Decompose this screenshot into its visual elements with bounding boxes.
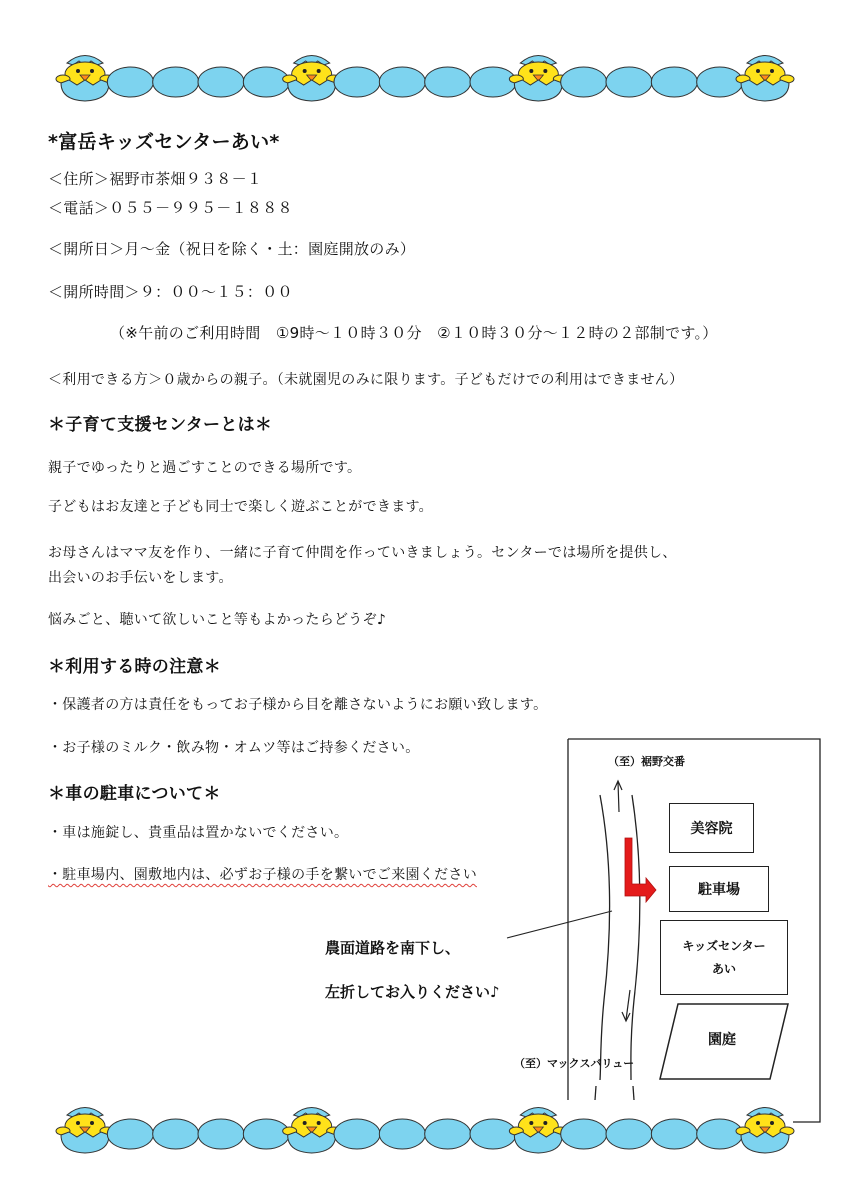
parking-heading: ＊車の駐車について＊ [48, 784, 221, 804]
map-north-label: （至）裾野交番 [608, 755, 685, 768]
map-kids-center-box [660, 920, 788, 995]
open-days-line: ＜開所日＞月～金（祝日を除く・土：園庭開放のみ） [48, 240, 416, 258]
notes-item-1: ・保護者の方は責任をもってお子様から目を離さないようにお願い致します。 [48, 697, 548, 713]
chick-in-egg-icon [736, 1108, 794, 1154]
map-parking-label: 駐車場 [698, 882, 740, 898]
egg-icon [697, 1119, 743, 1149]
open-hours-line: ＜開所時間＞９：００～１５：００ [48, 283, 293, 301]
map-kids-center-line-2: あい [711, 961, 736, 976]
egg-icon [470, 1119, 516, 1149]
page-title: *富岳キッズセンターあい* [48, 131, 280, 153]
about-paragraph-3a: お母さんはママ友を作り、一緒に子育て仲間を作っていきましょう。センターでは場所を提供し、 [48, 545, 677, 561]
about-paragraph-2: 子どもはお友達と子ども同士で楽しく遊ぶことができます。 [48, 499, 433, 515]
about-paragraph-3b: 出会いのお手伝いをします。 [48, 570, 233, 586]
map-salon-label: 美容院 [690, 821, 733, 837]
map-parking-box [669, 866, 769, 912]
map-callout-line-2: 左折してお入りください♪ [325, 983, 500, 1001]
chick-in-egg-icon [56, 1108, 114, 1154]
chick-in-egg-icon [509, 1108, 567, 1154]
egg-icon [198, 1119, 244, 1149]
red-turn-arrow [625, 838, 656, 902]
callout-pointer [507, 911, 612, 938]
egg-icon [243, 1119, 289, 1149]
bottom-decor-border [55, 1102, 795, 1158]
about-paragraph-4: 悩みごと、聴いて欲しいこと等もよかったらどうぞ♪ [48, 612, 387, 628]
about-paragraph-1: 親子でゆったりと過ごすことのできる場所です。 [48, 460, 362, 476]
eligibility-line: ＜利用できる方＞０歳からの親子。（未就園児のみに限ります。子どもだけでの利用はできません） [48, 372, 684, 388]
egg-icon [107, 1119, 153, 1149]
map-salon-box [669, 803, 754, 853]
chick-in-egg-icon [283, 1108, 341, 1154]
map-garden-label: 園庭 [708, 1032, 736, 1048]
parking-item-2: ・駐車場内、園敷地内は、必ずお子様の手を繋いでご来園ください [48, 867, 477, 883]
egg-icon [606, 1119, 652, 1149]
map-south-label: （至）マックスバリュー [514, 1057, 635, 1070]
egg-icon [425, 1119, 471, 1149]
map-kids-center-line-1: キッズセンター [682, 938, 766, 953]
road-edge-left [600, 795, 610, 1080]
egg-icon [334, 1119, 380, 1149]
parking-item-1: ・車は施錠し、貴重品は置かないでください。 [48, 825, 349, 841]
egg-icon [651, 1119, 697, 1149]
morning-note-line: （※午前のご利用時間 ①9時～１０時３０分 ②１０時３０分～１２時の２部制です。） [110, 324, 718, 342]
chick-egg-border [55, 1102, 795, 1158]
address-line: ＜住所＞裾野市茶畑９３８－１ [48, 170, 263, 188]
notes-item-2: ・お子様のミルク・飲み物・オムツ等はご持参ください。 [48, 740, 420, 756]
notes-heading: ＊利用する時の注意＊ [48, 657, 221, 677]
north-arrow [618, 782, 619, 812]
egg-icon [561, 1119, 607, 1149]
egg-icon [153, 1119, 199, 1149]
about-heading: ＊子育て支援センターとは＊ [48, 415, 273, 435]
egg-icon [379, 1119, 425, 1149]
map-callout-line-1: 農面道路を南下し、 [325, 939, 461, 957]
phone-line: ＜電話＞０５５－９９５－１８８８ [48, 199, 293, 217]
